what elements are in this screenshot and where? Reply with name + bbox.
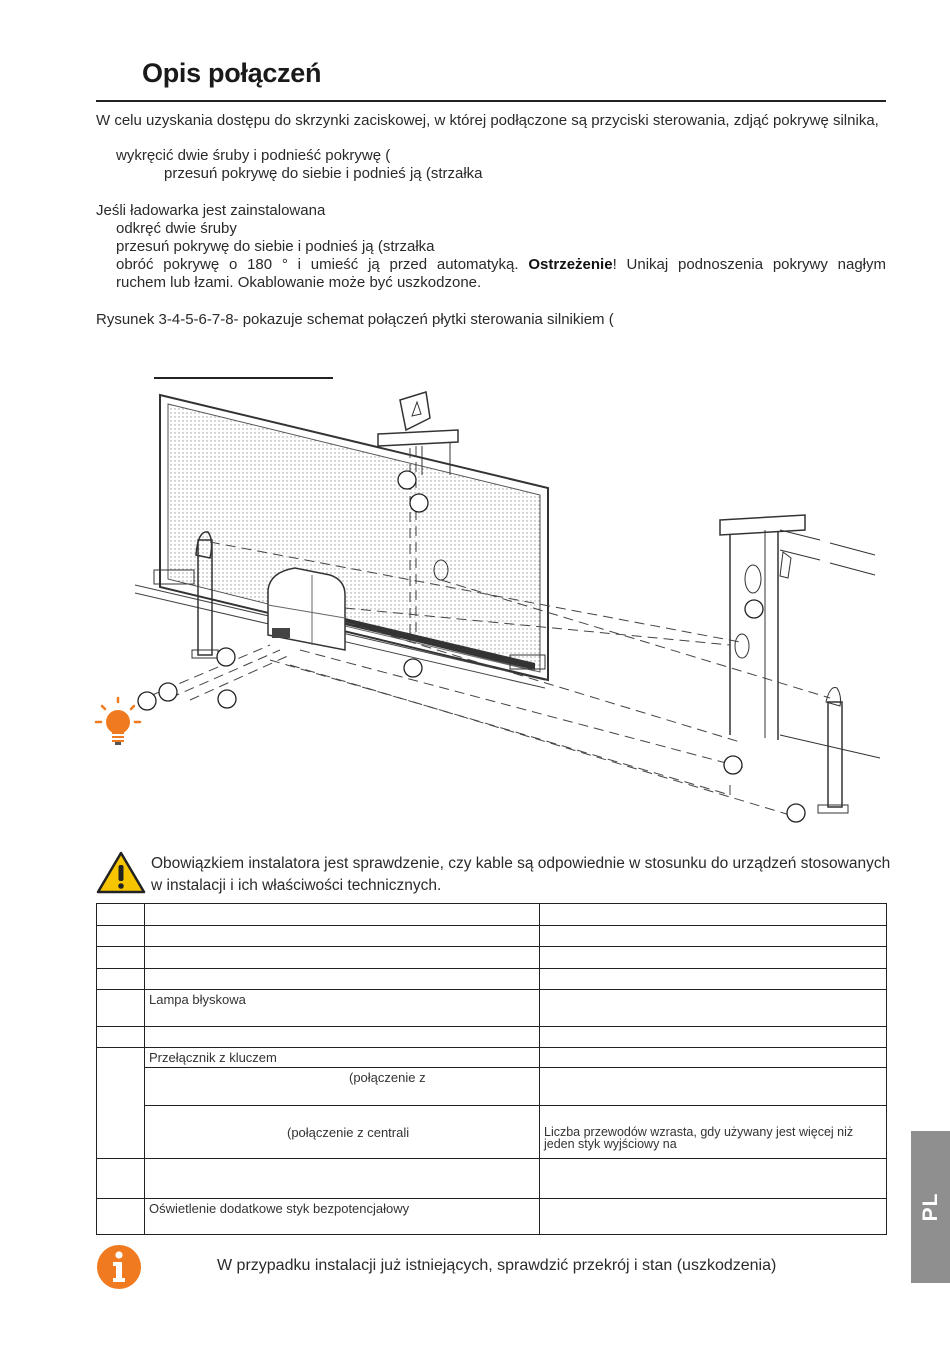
table-cell: [540, 1048, 887, 1068]
table-cell-key-switch: Przełącznik z kluczem: [145, 1048, 540, 1068]
table-row: [97, 926, 887, 947]
table-cell: [145, 904, 540, 926]
gate-icon: [154, 395, 548, 680]
title-underline: [96, 100, 886, 102]
figure-rule: [154, 377, 333, 379]
bulb-icon: [96, 698, 140, 745]
table-cell: (połączenie z centrali: [145, 1106, 540, 1159]
table-cell: [540, 969, 887, 990]
table-cell: [145, 1027, 540, 1048]
table-row: [97, 1159, 887, 1199]
table-cell: [97, 1027, 145, 1048]
table-cell: [540, 904, 887, 926]
table-cell-note: Liczba przewodów wzrasta, gdy używany jest więcej niż jeden styk wyjściowy na: [540, 1106, 887, 1159]
table-cell: [97, 926, 145, 947]
page-title: Opis połączeń: [142, 58, 322, 88]
warning-icon: [96, 851, 146, 895]
table-row: [97, 1068, 887, 1106]
table-cell: [540, 1068, 887, 1106]
warning-text: Obowiązkiem instalatora jest sprawdzenie, czy kable są odpowiednie w stosunku do urządzeń stosowanych w instalacji i ich właściwości technicznych.: [151, 855, 891, 894]
table-cell: [97, 969, 145, 990]
table-row: [97, 969, 887, 990]
table-cell: [540, 947, 887, 969]
warning-word: Ostrzeżenie: [528, 256, 613, 273]
language-tab: [911, 1131, 950, 1283]
table-row: [97, 904, 887, 926]
charger-intro: Jeśli ładowarka jest zainstalowana: [96, 202, 326, 219]
charger-step-3-post: ! Unikaj podnoszenia pokrywy nagłym: [612, 256, 886, 273]
table-cell: [145, 947, 540, 969]
table-cell-aux-light: Oświetlenie dodatkowe styk bezpotencjałowy: [145, 1199, 540, 1235]
table-cell: [97, 1048, 145, 1159]
table-cell-flashing-lamp: Lampa błyskowa: [145, 990, 540, 1027]
charger-step-2: przesuń pokrywę do siebie i podnieś ją (strzałka: [116, 238, 435, 255]
charger-step-3-text: obróć pokrywę o 180 ° i umieść ją przed automatyką.: [116, 256, 519, 273]
table-row: [97, 990, 887, 1027]
table-cell: [97, 1199, 145, 1235]
table-cell: [145, 926, 540, 947]
key-switch-icon: [720, 515, 805, 740]
figure-reference: Rysunek 3-4-5-6-7-8- pokazuje schemat połączeń płytki sterowania silnikiem (: [96, 311, 614, 328]
info-text: W przypadku instalacji już istniejących, sprawdzić przekrój i stan (uszkodzenia): [217, 1257, 777, 1274]
table-cell: [97, 1159, 145, 1199]
intro-step-1: wykręcić dwie śruby i podnieść pokrywę (: [116, 147, 391, 164]
connection-diagram: [90, 380, 890, 830]
charger-step-3: [116, 256, 886, 274]
cable-table: [96, 903, 887, 1235]
table-cell: [97, 904, 145, 926]
intro-paragraph: W celu uzyskania dostępu do skrzynki zaciskowej, w której podłączone są przyciski sterowania, zdjąć pokrywę silnika,: [96, 112, 879, 129]
table-cell: (połączenie z: [145, 1068, 540, 1106]
table-cell: [540, 1159, 887, 1199]
table-cell: [97, 947, 145, 969]
table-row: [97, 1199, 887, 1235]
table-row: [97, 947, 887, 969]
table-cell: [145, 1159, 540, 1199]
charger-step-3-line2: ruchem lub łzami. Okablowanie może być uszkodzone.: [116, 274, 482, 291]
intro-step-1b: przesuń pokrywę do siebie i podnieś ją (strzałka: [164, 165, 483, 182]
table-cell: [145, 969, 540, 990]
table-cell: [540, 926, 887, 947]
table-row: [97, 1106, 887, 1159]
table-cell: [540, 1199, 887, 1235]
charger-step-1: odkręć dwie śruby: [116, 220, 237, 237]
table-cell: [540, 990, 887, 1027]
table-cell: [540, 1027, 887, 1048]
table-row: [97, 1048, 887, 1068]
table-cell: [97, 990, 145, 1027]
info-icon: [96, 1244, 142, 1290]
table-row: [97, 1027, 887, 1048]
motor-icon: [268, 568, 345, 650]
language-tab-label: PL: [918, 1192, 942, 1222]
